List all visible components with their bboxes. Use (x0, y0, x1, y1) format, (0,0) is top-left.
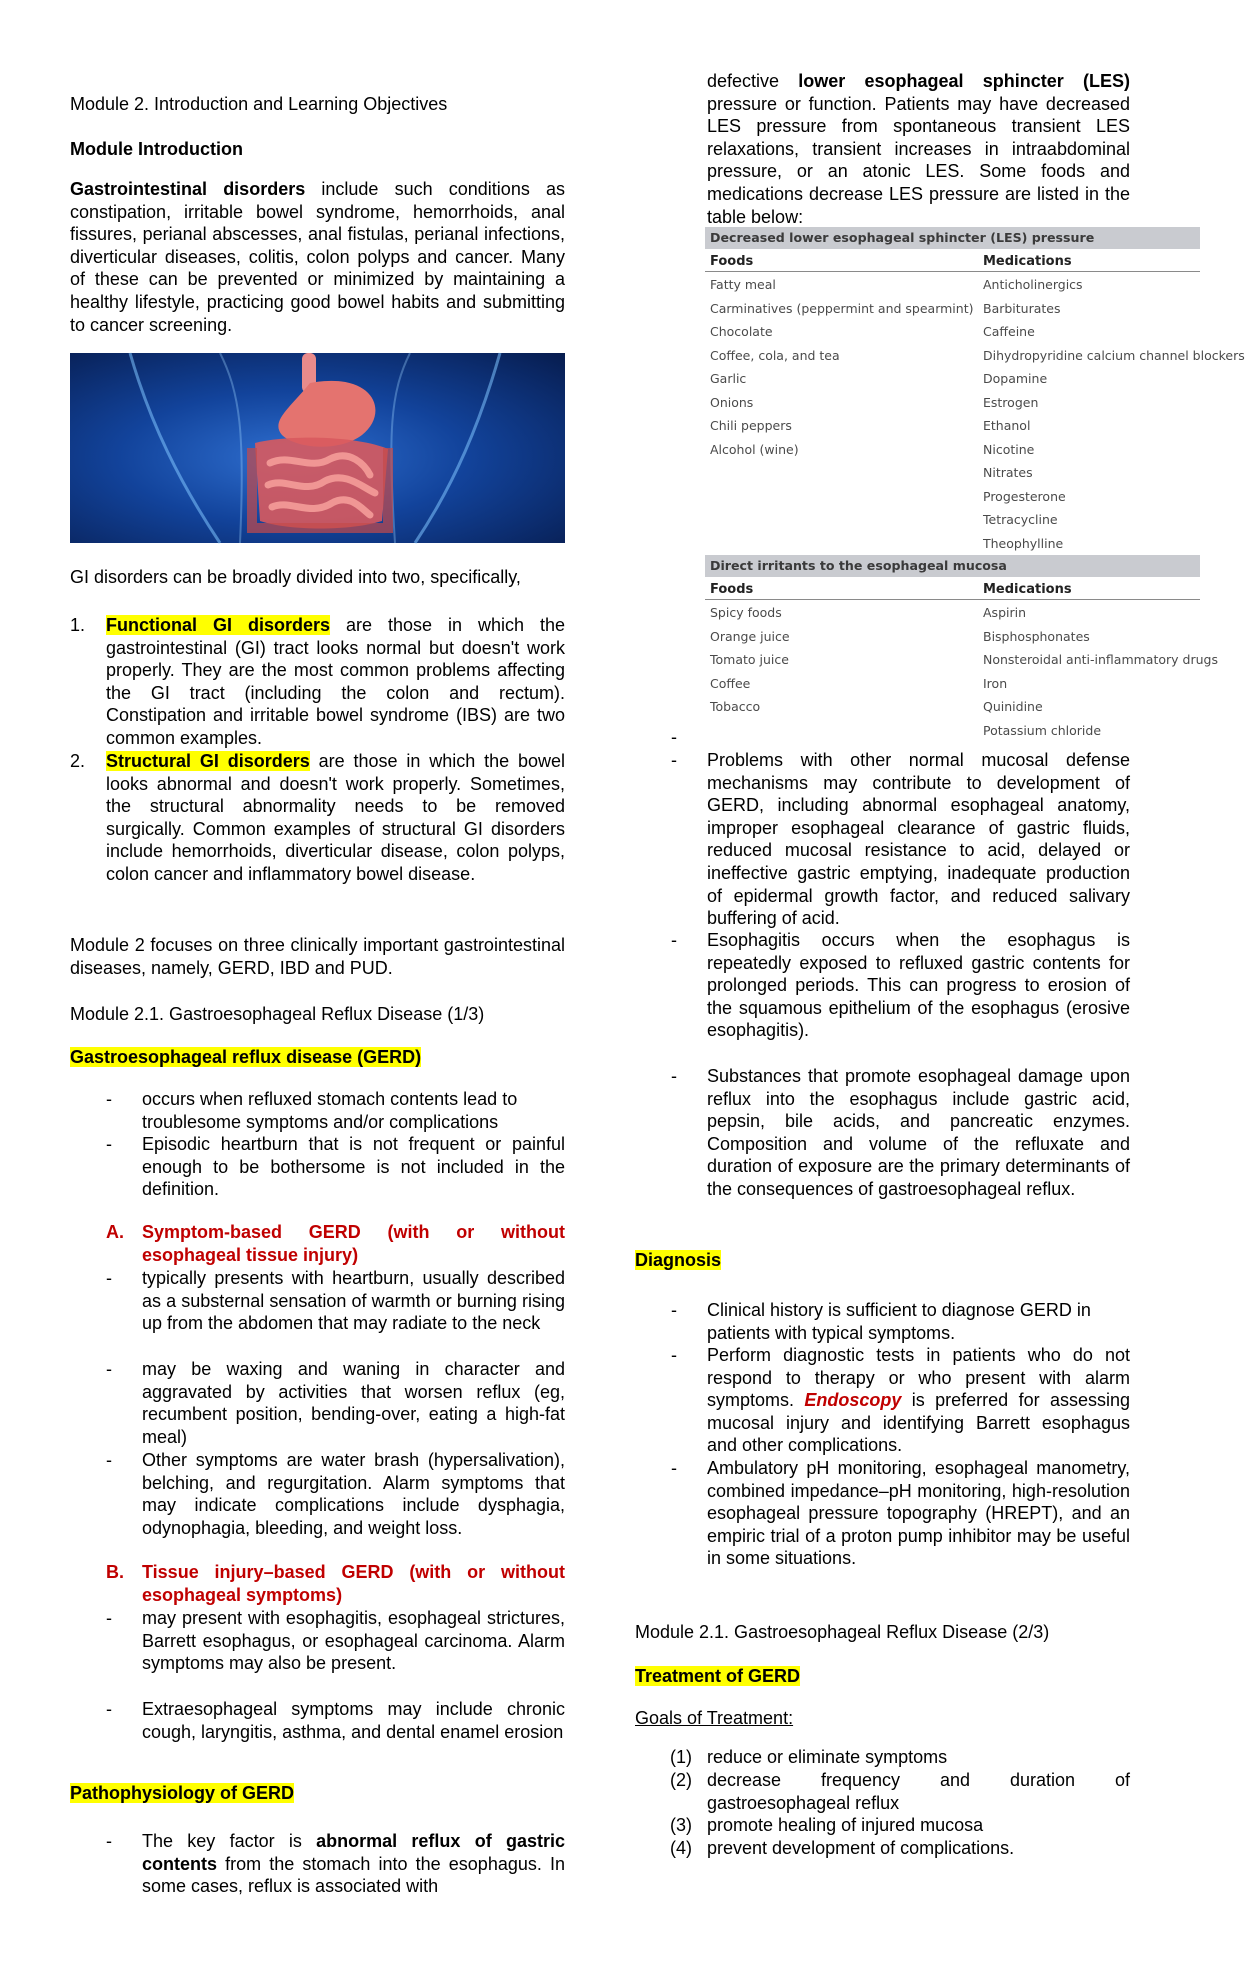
module2-focus: Module 2 focuses on three clinically important gastrointestinal diseases, namely, GERD, IBD and PUD. (70, 935, 565, 978)
structural-gi-term: Structural GI disorders (106, 751, 310, 771)
goal-item (635, 1837, 1130, 1859)
table-med-cell: Dihydropyridine calcium channel blockers (983, 347, 1245, 363)
module21b-heading: Module 2.1. Gastroesophageal Reflux Disease (2/3) (635, 1622, 1050, 1642)
les-table (705, 227, 1245, 749)
table-food-cell: Onions (710, 394, 754, 410)
patho-post: from the stomach into the esophagus. In some cases, reflux is associated with (142, 1853, 565, 1897)
goal-text: reduce or eliminate symptoms (707, 1747, 948, 1767)
module-heading: Module 2. Introduction and Learning Objectives (70, 94, 448, 114)
table-med-cell: Tetracycline (983, 512, 1058, 527)
table-food-cell: Coffee (710, 675, 751, 691)
bullet-text: Esophagitis occurs when the esophagus is repeatedly exposed to refluxed gastric contents for prolonged periods. This can progress to erosion of the squamous epithelium of the esophagus (erosive esophagitis). (707, 930, 1130, 1041)
table-med-cell: Caffeine (983, 324, 1035, 339)
goal-item (635, 1814, 1130, 1836)
functional-gi-text: are those in which the gastrointestinal (GI) tract looks normal but doesn't work properly. They are the most common problems affecting the GI tract (including the colon and rectum). Constipation and irritable bowel syndrome (IBS) are two common examples. (106, 615, 566, 748)
table-med-cell: Anticholinergics (983, 277, 1083, 292)
gi-tract-illustration (70, 353, 565, 543)
section-b-label: B. (106, 1562, 124, 1582)
gi-illustration-svg (70, 353, 565, 543)
diagnosis-title: Diagnosis (635, 1250, 722, 1270)
les-paragraph (707, 70, 1130, 228)
bullet-dash: - (671, 1345, 677, 1365)
gerd-title-line (70, 1046, 565, 1069)
bullet-dash: - (671, 930, 677, 950)
table-header-rule (705, 599, 1200, 600)
table-food-cell: Garlic (710, 371, 747, 386)
bullet-text: Substances that promote esophageal damage upon reflux into the esophagus include gastric acid, pepsin, bile acids, and pancreatic enzymes. Composition and volume of the refluxate and duration of exposure are the primary determinants of the consequences of gastroesophageal reflux. (707, 1066, 1130, 1199)
table-section2-title: Direct irritants to the esophageal mucosa (705, 555, 1200, 577)
section-b-bullet (70, 1698, 565, 1768)
goal-text: prevent development of complications. (707, 1838, 1015, 1858)
table-food-cell: Fatty meal (710, 277, 776, 292)
gerd-bullet (70, 1088, 565, 1134)
section-b-title: Tissue injury–based GERD (with or without esophageal symptoms) (142, 1562, 565, 1605)
list-item-structural (70, 750, 565, 910)
goals-title: Goals of Treatment: (635, 1708, 794, 1728)
table-meds-header: Medications (983, 582, 1072, 597)
bullet-dash: - (106, 1359, 112, 1379)
bullet-text: may be waxing and waning in character and aggravated by activities that worsen reflux (eg, recumbent position, bending-over, eating a high-fat meal) (142, 1359, 565, 1447)
table-med-cell: Aspirin (983, 605, 1027, 620)
bullet-dash: - (106, 1699, 112, 1719)
list-text (106, 750, 565, 886)
goal-number: (4) (670, 1838, 692, 1858)
section-a-bullet (70, 1358, 565, 1450)
bullet-dash: - (106, 1134, 112, 1154)
les-bold: lower esophageal sphincter (LES) (798, 71, 1130, 91)
section-a-bullet (70, 1449, 565, 1563)
diagnosis-bullet (635, 1457, 1130, 1597)
patho-title: Pathophysiology of GERD (70, 1783, 295, 1803)
intro-term: Gastrointestinal disorders (70, 179, 306, 199)
bullet-dash: - (671, 727, 677, 747)
diag2-post: is preferred for assessing mucosal injury and identifying Barrett esophagus and other complications. (707, 1390, 1130, 1456)
bullet-dash: - (106, 1089, 112, 1109)
table-meds-header: Medications (983, 254, 1072, 269)
table-food-cell: Chocolate (710, 324, 773, 339)
table-food-cell: Spicy foods (710, 605, 782, 620)
treatment-title-line (635, 1665, 1130, 1688)
goal-number: (1) (670, 1747, 692, 1767)
intro-text: include such conditions as constipation, irritable bowel syndrome, hemorrhoids, anal fissures, perianal abscesses, anal fistulas, perianal infections, diverticular diseases, colitis, colon polyps and cancer. Many of these can be prevented or minimized by maintaining a healthy lifestyle, practicing good bowel habits and submitting to cancer screening. (70, 179, 566, 335)
bullet-text: Extraesophageal symptoms may include chronic cough, laryngitis, asthma, and dental enamel erosion (142, 1699, 565, 1742)
empty-dash-line (635, 726, 1130, 748)
list-item-functional (70, 614, 565, 746)
table-med-cell: Potassium chloride (983, 722, 1102, 738)
les-pre: defective (707, 71, 799, 91)
table-food-cell: Carminatives (peppermint and spearmint) (710, 300, 974, 316)
table-food-cell: Coffee, cola, and tea (710, 347, 840, 363)
section-a-title: Symptom-based GERD (with or without esophageal tissue injury) (142, 1222, 565, 1265)
bullet-dash: - (671, 750, 677, 770)
table-section1-title: Decreased lower esophageal sphincter (LES) pressure (705, 227, 1200, 249)
table-foods-header: Foods (710, 582, 754, 597)
goal-item (635, 1746, 1130, 1768)
list-text (106, 614, 565, 750)
patho-bold: abnormal reflux of gastric contents (142, 1831, 565, 1874)
section-b-bullet (70, 1607, 565, 1699)
table-food-cell: Alcohol (wine) (710, 441, 799, 457)
goal-number: (2) (670, 1770, 692, 1790)
list-number: 1. (70, 615, 86, 635)
gi-divided-text: GI disorders can be broadly divided into two, specifically, (70, 567, 521, 587)
table-med-cell: Ethanol (983, 418, 1031, 433)
les-text (707, 70, 1130, 228)
module21-heading: Module 2.1. Gastroesophageal Reflux Disease (1/3) (70, 1004, 485, 1024)
table-med-cell: Progesterone (983, 488, 1066, 504)
goal-text: decrease frequency and duration of gastroesophageal reflux (707, 1770, 1130, 1813)
table-med-cell: Nonsteroidal anti-inflammatory drugs (983, 652, 1218, 667)
bullet-text (142, 1830, 565, 1898)
patho-title-line (70, 1782, 565, 1805)
diagnosis-title-line (635, 1249, 1130, 1272)
patho-bullet (70, 1830, 565, 1900)
table-med-cell: Nicotine (983, 441, 1035, 457)
bullet-dash: - (106, 1450, 112, 1470)
table-header-rule (705, 271, 1200, 272)
bullet-text: Problems with other normal mucosal defense mechanisms may contribute to development of GERD, including abnormal esophageal anatomy, improper esophageal clearance of gastric fluids, reduced mucosal resistance to acid, delayed or ineffective gastric emptying, inadequate production of epidermal growth factor, and reduced salivary buffering of acid. (707, 750, 1130, 929)
table-med-cell: Dopamine (983, 371, 1048, 386)
bullet-dash: - (671, 1066, 677, 1086)
table-food-cell: Chili peppers (710, 418, 792, 433)
table-food-cell: Tomato juice (710, 652, 789, 667)
bullet-dash: - (671, 1300, 677, 1320)
section-a-label: A. (106, 1222, 124, 1242)
bullet-text: may present with esophagitis, esophageal strictures, Barrett esophagus, or esophageal carcinoma. Alarm symptoms may also be present. (142, 1608, 565, 1674)
diag2-pre: Perform diagnostic tests in patients who do not respond to therapy or who present with alarm symptoms. (707, 1345, 1130, 1411)
table-med-cell: Iron (983, 675, 1008, 691)
bullet-text: Other symptoms are water brash (hypersalivation), belching, and regurgitation. Alarm symptoms that may indicate complications include dysphagia, odynophagia, bleeding, and weight loss. (142, 1450, 565, 1538)
table-med-cell: Estrogen (983, 394, 1039, 410)
table-foods-header: Foods (710, 254, 754, 269)
bullet-text (707, 1344, 1130, 1457)
bullet-dash: - (671, 1458, 677, 1478)
intro-paragraph (70, 178, 565, 336)
table-food-cell: Orange juice (710, 628, 790, 644)
gerd-bullet (70, 1133, 565, 1203)
patho-bullet (635, 1065, 1130, 1235)
module-intro-title: Module Introduction (70, 139, 243, 159)
functional-gi-term: Functional GI disorders (106, 615, 330, 635)
bullet-dash: - (106, 1831, 112, 1851)
bullet-text: Episodic heartburn that is not frequent or painful enough to be bothersome is not included in the definition. (142, 1134, 565, 1200)
section-b-heading (70, 1561, 565, 1607)
goal-number: (3) (670, 1815, 692, 1835)
structural-gi-text: are those in which the bowel looks abnormal and doesn't work properly. Sometimes, the structural abnormality needs to be removed surgically. Common examples of structural GI disorders include hemorrhoids, diverticular disease, colon polyps, colon cancer and inflammatory bowel disease. (106, 751, 565, 884)
bullet-text: Clinical history is sufficient to diagnose GERD in patients with typical symptoms. (707, 1300, 1091, 1343)
treatment-title: Treatment of GERD (635, 1666, 801, 1686)
table-med-cell: Nitrates (983, 465, 1033, 480)
table-med-cell: Bisphosphonates (983, 628, 1090, 644)
diagnosis-bullet (635, 1299, 1130, 1345)
table-med-cell: Barbiturates (983, 300, 1061, 316)
bullet-dash: - (106, 1608, 112, 1628)
bullet-text: typically presents with heartburn, usually described as a substernal sensation of warmth or burning rising up from the abdomen that may radiate to the neck (142, 1268, 565, 1334)
patho-pre: The key factor is (142, 1831, 317, 1851)
patho-bullet (635, 929, 1130, 1069)
table-med-cell: Quinidine (983, 699, 1043, 714)
les-post: pressure or function. Patients may have decreased LES pressure from spontaneous transient LES relaxations, transient increases in intraabdominal pressure, or an atonic LES. Some foods and medications decrease LES pressure are listed in the table below: (707, 93, 1130, 227)
endoscopy-emphasis: Endoscopy (804, 1390, 902, 1411)
goal-text: promote healing of injured mucosa (707, 1815, 984, 1835)
patho-bullet (635, 749, 1130, 934)
bullet-text: occurs when refluxed stomach contents lead to troublesome symptoms and/or complications (142, 1089, 518, 1132)
section-a-bullet (70, 1267, 565, 1359)
gerd-title: Gastroesophageal reflux disease (GERD) (70, 1047, 422, 1067)
diagnosis-bullet (635, 1344, 1130, 1460)
section-a-heading (70, 1221, 565, 1267)
list-number: 2. (70, 751, 86, 771)
table-med-cell: Theophylline (983, 535, 1064, 551)
goal-item (635, 1769, 1130, 1815)
bullet-dash: - (106, 1268, 112, 1288)
bullet-text: Ambulatory pH monitoring, esophageal manometry, combined impedance–pH monitoring, high-resolution esophageal pressure topography (HREPT), and an empiric trial of a proton pump inhibitor may be useful in some situations. (707, 1458, 1130, 1569)
table-food-cell: Tobacco (710, 699, 761, 714)
